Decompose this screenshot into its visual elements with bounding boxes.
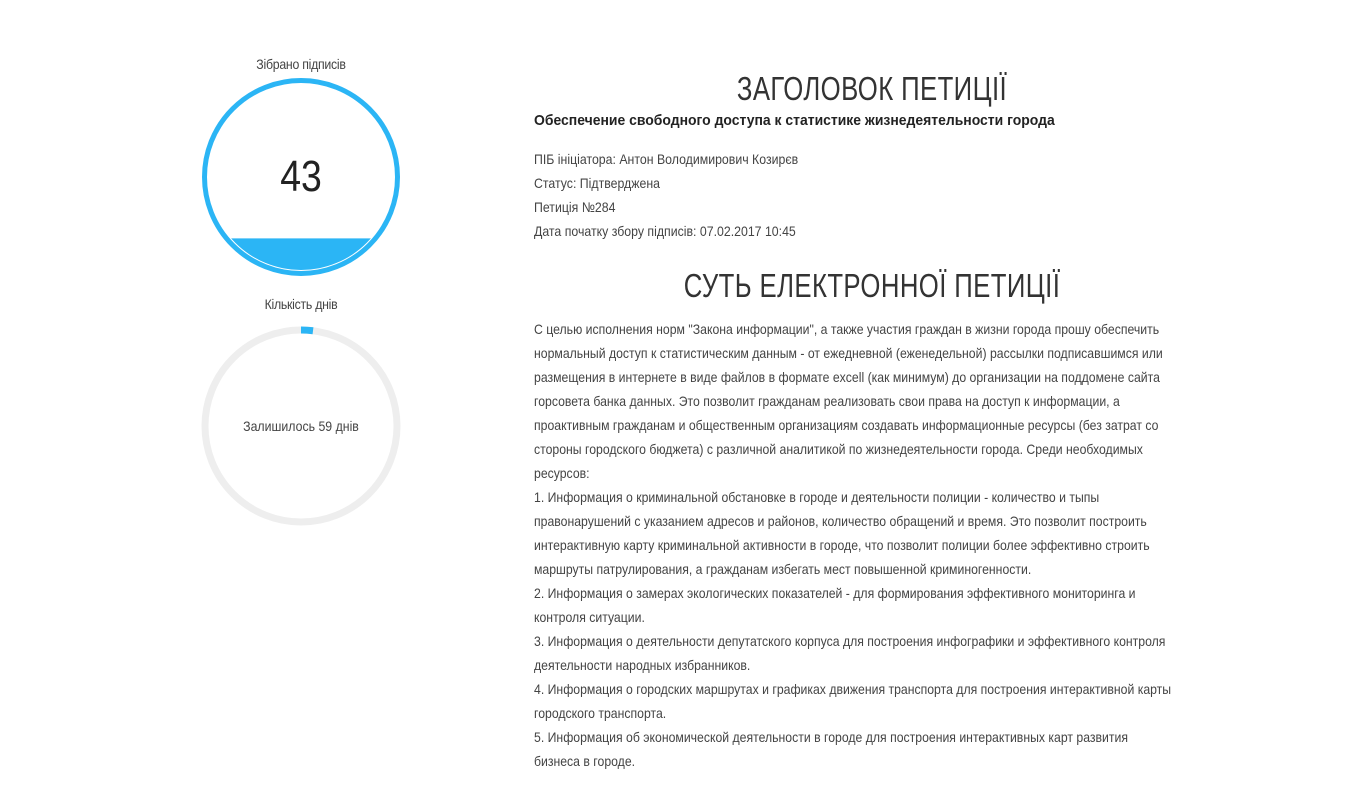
essence-line: городского транспорта. <box>534 705 667 721</box>
days-gauge <box>201 326 401 526</box>
petition-start-date: Дата початку збору підписів: 07.02.2017 10:45 <box>534 223 796 239</box>
essence-line: 4. Информация о городских маршрутах и графиках движения транспорта для построения интерактивной карты <box>534 681 1172 697</box>
petition-status: Статус: Підтверджена <box>534 175 660 191</box>
signatures-count: 43 <box>280 152 322 201</box>
essence-line: ресурсов: <box>534 465 590 481</box>
petition-heading: ЗАГОЛОВОК ПЕТИЦІЇ <box>736 70 1008 107</box>
essence-line: размещения в интернете в виде файлов в формате excell (как минимум) до организации на поддомене сайта <box>534 369 1160 385</box>
essence-text <box>534 317 1210 773</box>
petition-meta <box>534 147 1210 243</box>
petition-initiator: ПІБ ініціатора: Антон Володимирович Козирєв <box>534 151 799 167</box>
signatures-label: Зібрано підписів <box>256 56 346 72</box>
days-label: Кількість днів <box>264 296 338 312</box>
essence-line: 3. Информация о деятельности депутатского корпуса для построения инфографики и эффективного контроля <box>534 633 1166 649</box>
essence-line: маршруты патрулирования, а гражданам избегать мест повышенной криминогенности. <box>534 561 1032 577</box>
essence-line: правонарушений с указанием адресов и районов, количество обращений и время. Это позволит построить <box>534 513 1147 529</box>
essence-line: 5. Информация об экономической деятельности в городе для построения интерактивных карт развития <box>534 729 1128 745</box>
essence-line: С целью исполнения норм "Закона информации", а также участия граждан в жизни города прошу обеспечить <box>534 321 1160 337</box>
essence-line: интерактивную карту криминальной активности в городе, что позволит полиции более эффективно строить <box>534 537 1150 553</box>
essence-line: стороны городского бюджета) с различной аналитикой по жизнедеятельности города. Среди необходимых <box>534 441 1143 457</box>
essence-line: 1. Информация о криминальной обстановке в городе и деятельности полиции - количество и тыпы <box>534 489 1100 505</box>
essence-line: контроля ситуации. <box>534 609 645 625</box>
essence-line: проактивным гражданам и общественным организациям создавать информационные ресурсы (без затрат со <box>534 417 1159 433</box>
essence-heading: СУТЬ ЕЛЕКТРОННОЇ ПЕТИЦІЇ <box>683 267 1061 304</box>
essence-line: нормальный доступ к статистическим данным - от ежедневной (еженедельной) рассылки подписавшимся или <box>534 345 1163 361</box>
petition-content <box>534 70 1210 773</box>
signatures-gauge <box>201 77 401 277</box>
essence-line: бизнеса в городе. <box>534 753 636 769</box>
petition-number: Петиція №284 <box>534 199 616 215</box>
petition-title: Обеспечение свободного доступа к статистике жизнедеятельности города <box>534 112 1055 129</box>
essence-line: 2. Информация о замерах экологических показателей - для формирования эффективного мониторинга и <box>534 585 1136 601</box>
essence-line: деятельности народных избранников. <box>534 657 751 673</box>
days-remaining-text: Залишилось 59 днів <box>243 418 359 434</box>
essence-line: горсовета банка данных. Это позволит гражданам реализовать свои права на доступ к информации, а <box>534 393 1120 409</box>
